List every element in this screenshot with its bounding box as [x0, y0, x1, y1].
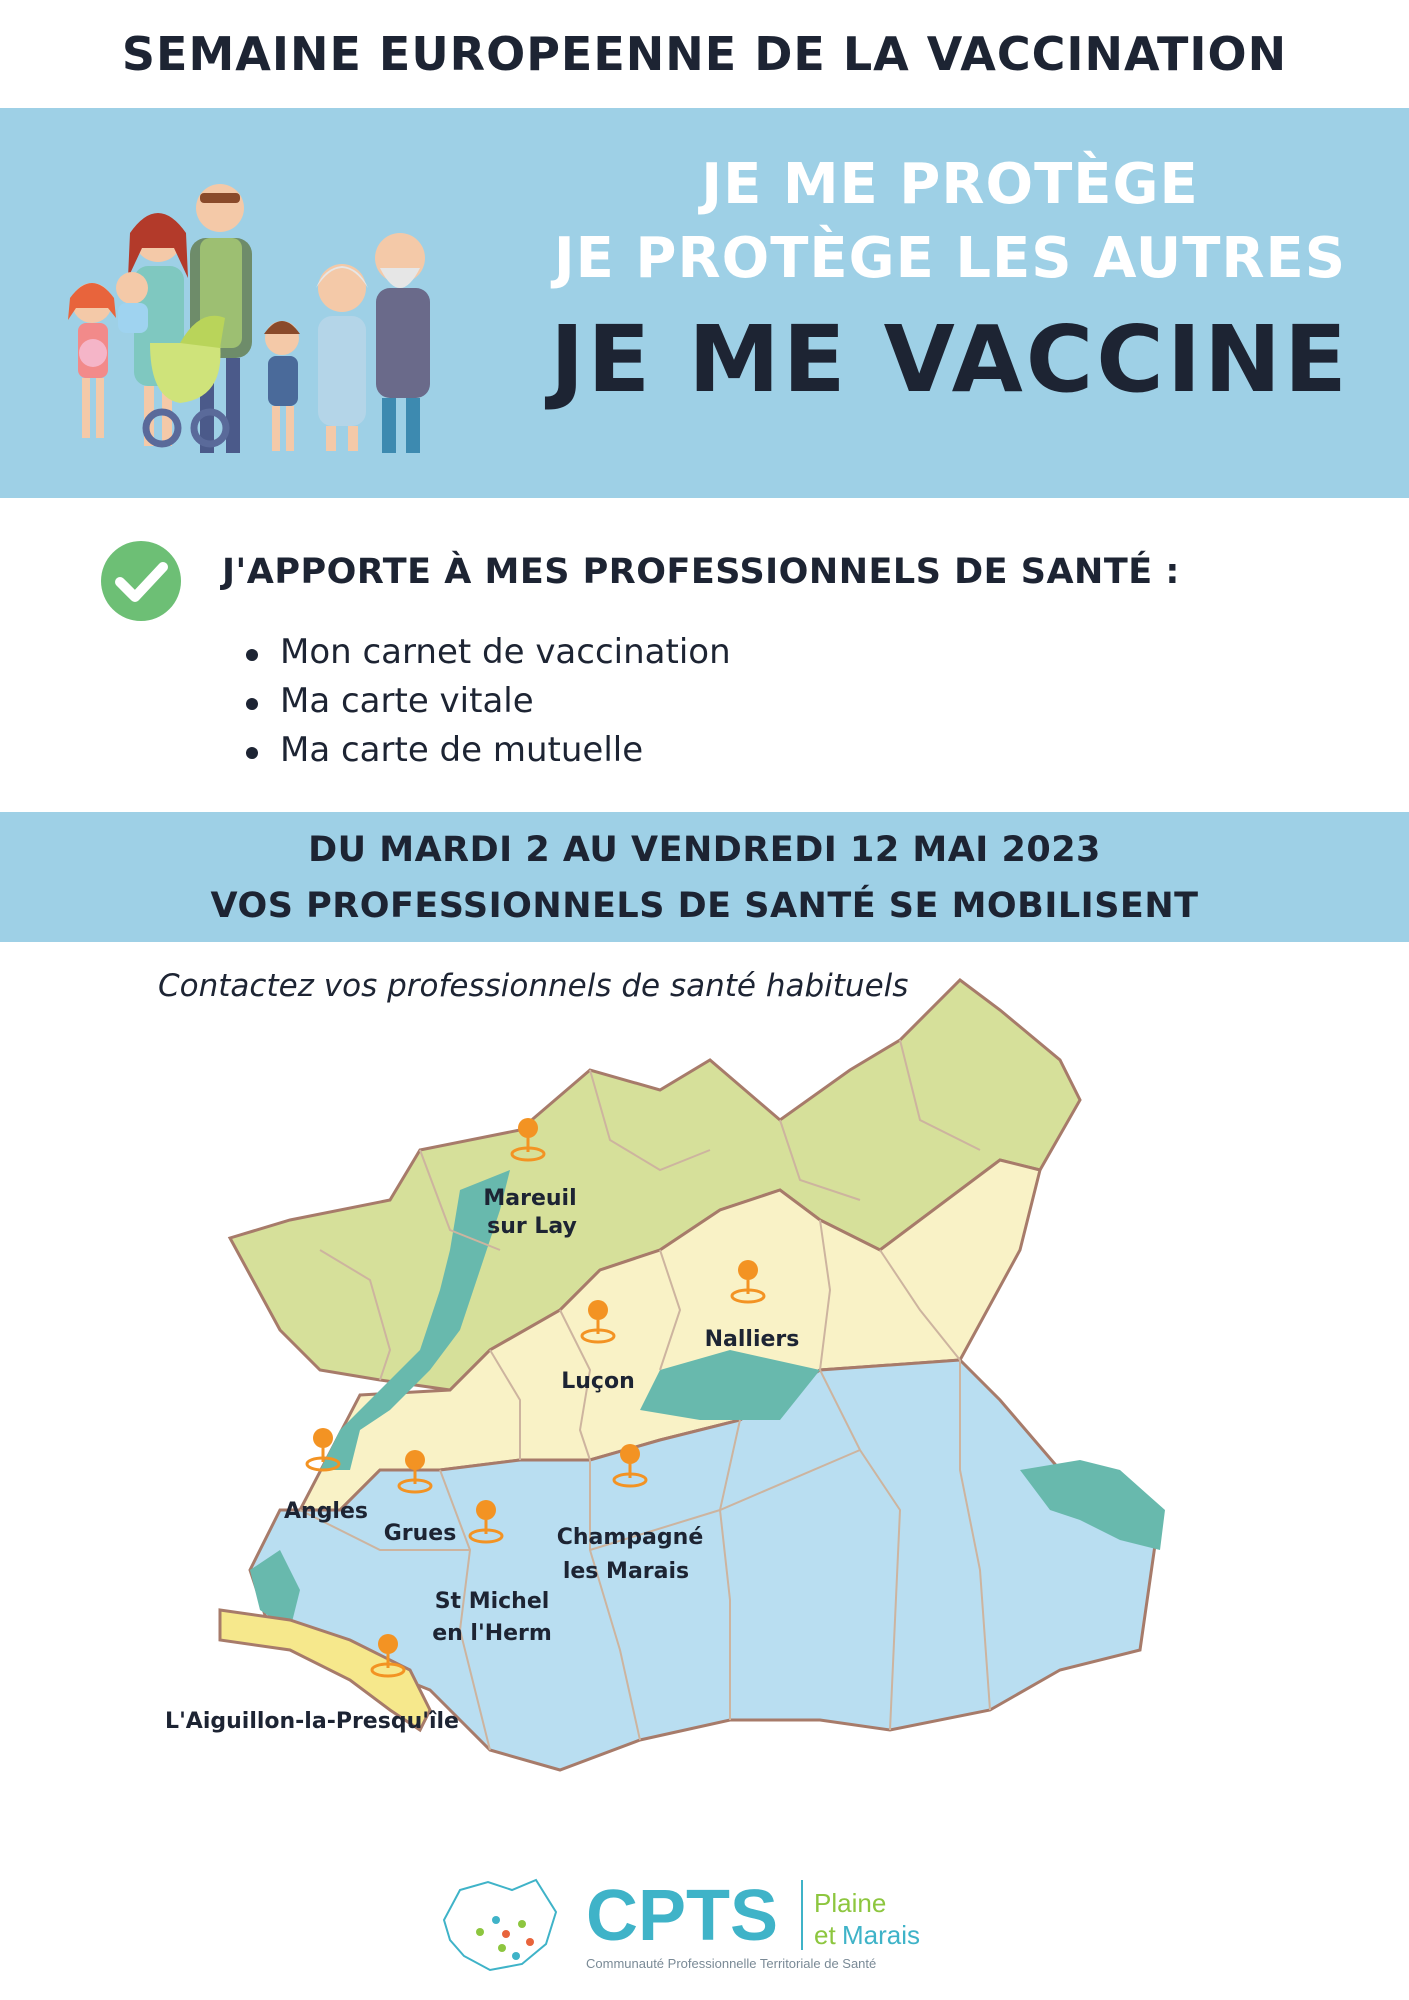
slogan-line-2: JE PROTÈGE LES AUTRES [553, 226, 1347, 291]
list-item-label: Ma carte vitale [280, 681, 534, 721]
slogan-line-1: JE ME PROTÈGE [701, 152, 1199, 217]
contact-note: Contactez vos professionnels de santé habituels [158, 968, 909, 1004]
list-item-label: Mon carnet de vaccination [280, 632, 731, 672]
map-label: Champagné [556, 1525, 704, 1550]
logo-text: CPTS [586, 1876, 779, 1956]
territory-map [165, 950, 1190, 1810]
logo-name-line2b: Marais [842, 1920, 921, 1950]
map-label: Luçon [561, 1369, 635, 1394]
cpts-logo [440, 1860, 960, 1980]
hero-slogan [520, 148, 1380, 420]
grandfather-figure [375, 233, 430, 453]
bullet-icon [246, 649, 258, 661]
boy-figure [264, 321, 300, 451]
territory-outline-icon [444, 1880, 556, 1970]
family-illustration [50, 148, 490, 468]
banner-dates: DU MARDI 2 AU VENDREDI 12 MAI 2023 [308, 830, 1101, 870]
hero-section [0, 108, 1409, 498]
map-label: les Marais [562, 1559, 690, 1584]
list-item [246, 677, 731, 726]
page-title: SEMAINE EUROPEENNE DE LA VACCINATION [121, 27, 1288, 81]
logo-name-line2a: et [814, 1920, 836, 1950]
mother-figure [116, 213, 188, 446]
list-item [246, 628, 731, 677]
banner-subtitle: VOS PROFESSIONNELS DE SANTÉ SE MOBILISENT [210, 886, 1199, 926]
list-item-label: Ma carte de mutuelle [280, 730, 644, 770]
map-label: Grues [383, 1521, 457, 1546]
checkmark-icon [100, 540, 182, 622]
map-label: Nalliers [704, 1327, 800, 1352]
map-label: St Michel [434, 1589, 550, 1614]
girl-figure [68, 283, 116, 438]
slogan-main: JE ME VACCINE [550, 306, 1350, 413]
grandmother-figure [316, 264, 368, 451]
logo-subtitle: Communauté Professionnelle Territoriale de Santé [586, 1956, 877, 1971]
map-label: sur Lay [487, 1214, 577, 1239]
bullet-icon [246, 747, 258, 759]
bullet-icon [246, 698, 258, 710]
checklist [246, 628, 731, 775]
checklist-heading: J'APPORTE À MES PROFESSIONNELS DE SANTÉ : [222, 552, 1180, 592]
dates-banner [0, 812, 1409, 942]
list-item [246, 726, 731, 775]
map-label: Angles [284, 1499, 368, 1524]
logo-name-line1: Plaine [814, 1888, 887, 1918]
map-label: L'Aiguillon-la-Presqu'île [165, 1709, 459, 1734]
map-label: en l'Herm [432, 1621, 552, 1646]
map-label: Mareuil [483, 1186, 577, 1211]
